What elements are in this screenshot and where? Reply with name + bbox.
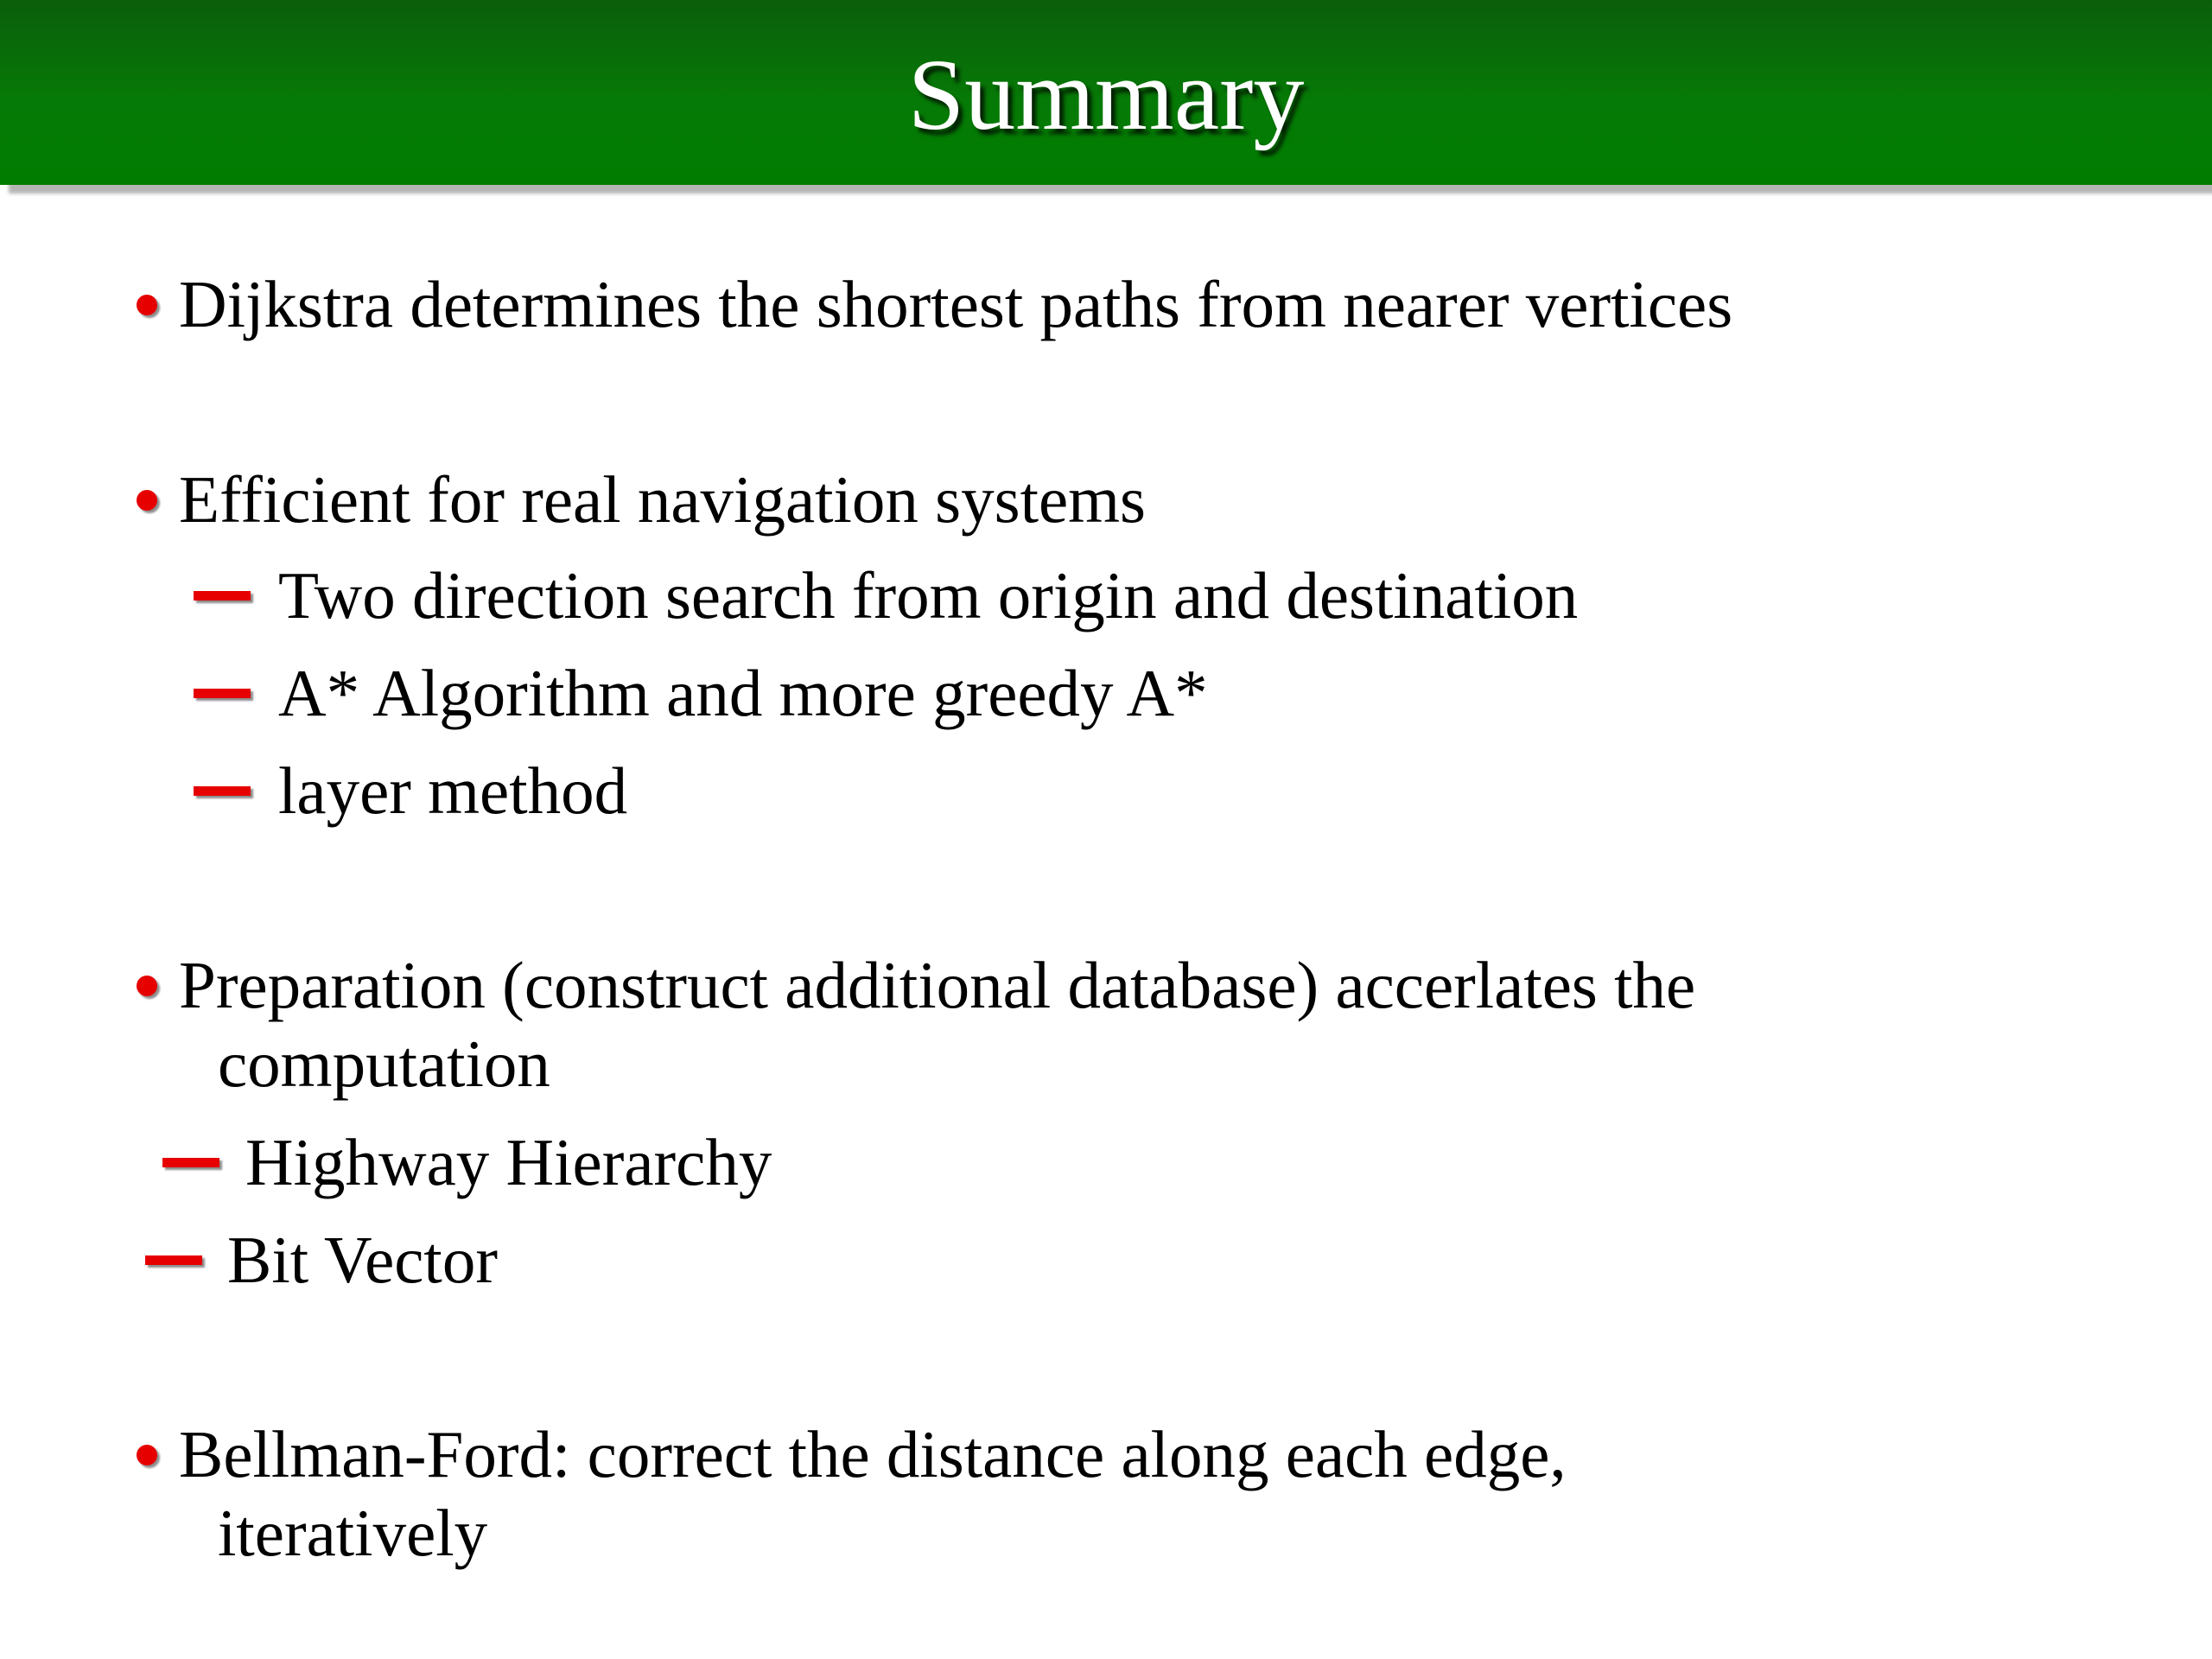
bullet-preparation-cont: computation [218, 1027, 550, 1101]
slide-title: Summary [907, 38, 1305, 151]
sub-highway-hierarchy: Highway Hierarchy [245, 1125, 772, 1199]
bullet-dot-icon [137, 976, 157, 996]
bullet-bellman-ford-cont: iteratively [218, 1496, 488, 1570]
sub-bit-vector: Bit Vector [227, 1223, 498, 1297]
bullet-preparation: Preparation (construct additional database) accerlates the [179, 948, 1696, 1022]
dash-icon [145, 1255, 202, 1265]
bullet-dot-icon [137, 295, 157, 315]
sub-layer-method: layer method [278, 753, 628, 828]
bullet-dijkstra: Dijkstra determines the shortest paths from nearer vertices [179, 267, 1733, 341]
sub-a-star: A* Algorithm and more greedy A* [278, 656, 1208, 730]
bullet-efficient: Efficient for real navigation systems [179, 462, 1147, 537]
sub-two-direction: Two direction search from origin and destination [278, 558, 1579, 632]
dash-icon [194, 786, 251, 796]
dash-icon [194, 689, 251, 698]
bullet-bellman-ford: Bellman-Ford: correct the distance along each edge, [179, 1417, 1567, 1491]
bullet-dot-icon [137, 1445, 157, 1465]
dash-icon [162, 1158, 219, 1167]
bullet-dot-icon [137, 490, 157, 511]
dash-icon [194, 591, 251, 601]
